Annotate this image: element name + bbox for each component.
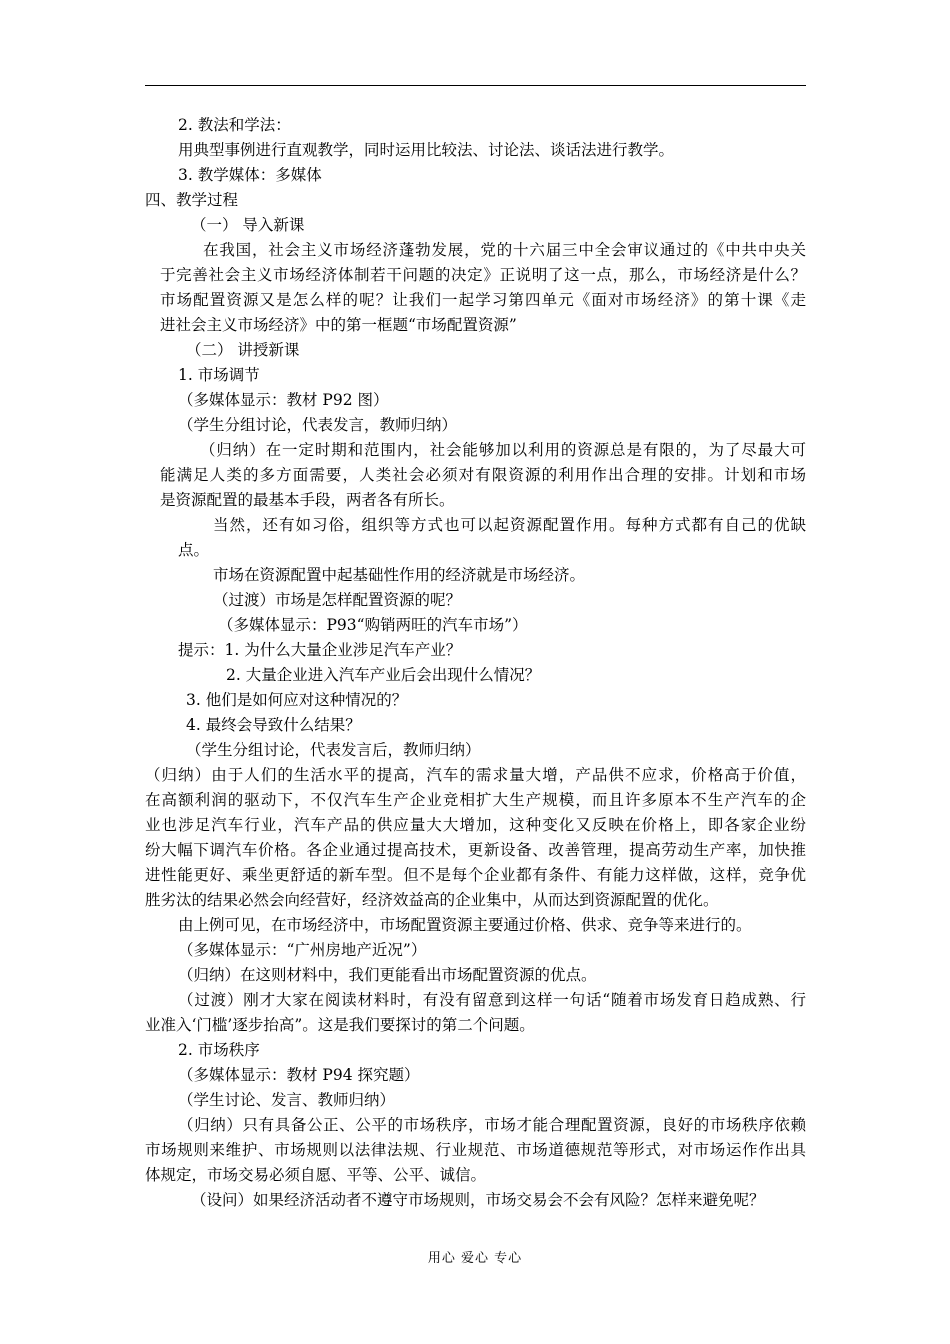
text-line: （过渡）刚才大家在阅读材料时，有没有留意到这样一句话“随着市场发育日趋成熟、行 [178, 991, 806, 1009]
text-line: 纷大幅下调汽车价格。各企业通过提高技术，更新设备、改善管理，提高劳动生产率，加快推 [145, 841, 806, 859]
text-line: （学生讨论、发言、教师归纳） [178, 1091, 396, 1109]
text-line: 在高额利润的驱动下，不仅汽车生产企业竞相扩大生产规模，而且许多原本不生产汽车的企 [145, 791, 806, 809]
text-line: 提示：1. 为什么大量企业涉足汽车产业？ [178, 641, 462, 659]
text-line: （多媒体显示：教材 P92 图） [178, 391, 389, 409]
text-line: 2. 市场秩序 [178, 1041, 260, 1059]
text-line: 4. 最终会导致什么结果？ [186, 716, 361, 734]
text-line: 进社会主义市场经济》中的第一框题“市场配置资源” [160, 316, 517, 334]
text-line: 当然，还有如习俗，组织等方式也可以起资源配置作用。每种方式都有自己的优缺 [213, 516, 806, 534]
text-line: 能满足人类的多方面需要，人类社会必须对有限资源的利用作出合理的安排。计划和市场 [160, 466, 806, 484]
text-line: 由上例可见，在市场经济中，市场配置资源主要通过价格、供求、竞争等来进行的。 [178, 916, 752, 934]
text-line: （多媒体显示：“广州房地产近况”） [178, 941, 427, 959]
text-line: 业也涉足汽车行业，汽车产品的供应量大大增加，这种变化又反映在价格上，即各家企业纷 [145, 816, 806, 834]
text-line: （二） 讲授新课 [186, 341, 300, 359]
header-rule [145, 85, 806, 86]
text-line: （多媒体显示：P93“购销两旺的汽车市场”） [218, 616, 528, 634]
text-line: 市场规则来维护、市场规则以法律法规、行业规范、市场道德规范等形式，对市场运作作出具 [145, 1141, 806, 1159]
text-line: 四、教学过程 [145, 191, 239, 209]
text-line: 3. 教学媒体：多媒体 [178, 166, 322, 184]
text-line: （一） 导入新课 [191, 216, 305, 234]
text-line: （归纳）在这则材料中，我们更能看出市场配置资源的优点。 [178, 966, 597, 984]
text-line: 于完善社会主义市场经济体制若干问题的决定》正说明了这一点，那么，市场经济是什么？ [160, 266, 806, 284]
text-line: 3. 他们是如何应对这种情况的？ [186, 691, 408, 709]
text-line: 胜劣汰的结果必然会向经营好，经济效益高的企业集中，从而达到资源配置的优化。 [145, 891, 719, 909]
text-line: （多媒体显示：教材 P94 探究题） [178, 1066, 420, 1084]
text-line: （设问）如果经济活动者不遵守市场规则，市场交易会不会有风险？怎样来避免呢？ [191, 1191, 765, 1209]
text-line: 在我国，社会主义市场经济蓬勃发展，党的十六届三中全会审议通过的《中共中央关 [203, 241, 806, 259]
text-line: （归纳）在一定时期和范围内，社会能够加以利用的资源总是有限的，为了尽最大可 [200, 441, 806, 459]
text-line: （学生分组讨论，代表发言后，教师归纳） [186, 741, 481, 759]
text-line: 市场配置资源又是怎么样的呢？让我们一起学习第四单元《面对市场经济》的第十课《走 [160, 291, 806, 309]
page-footer: 用心 爱心 专心 [427, 1251, 523, 1266]
text-line: 进性能更好、乘坐更舒适的新车型。但不是每个企业都有条件、有能力这样做，这样，竞争优 [145, 866, 806, 884]
text-line: （学生分组讨论，代表发言，教师归纳） [178, 416, 458, 434]
text-line: 体规定，市场交易必须自愿、平等、公平、诚信。 [145, 1166, 487, 1184]
text-line: 是资源配置的最基本手段，两者各有所长。 [160, 491, 455, 509]
text-line: 市场在资源配置中起基础性作用的经济就是市场经济。 [213, 566, 586, 584]
text-line: （过渡）市场是怎样配置资源的呢？ [213, 591, 462, 609]
text-line: 业准入‘门槛’逐步抬高”。这是我们要探讨的第二个问题。 [145, 1016, 535, 1034]
text-line: 1. 市场调节 [178, 366, 260, 384]
text-line: 用典型事例进行直观教学，同时运用比较法、讨论法、谈话法进行教学。 [178, 141, 675, 159]
text-line: 2. 教法和学法： [178, 116, 291, 134]
text-line: 2. 大量企业进入汽车产业后会出现什么情况？ [226, 666, 541, 684]
text-line: （归纳）由于人们的生活水平的提高，汽车的需求量大增，产品供不应求，价格高于价值， [145, 766, 806, 784]
text-line: （归纳）只有具备公正、公平的市场秩序，市场才能合理配置资源，良好的市场秩序依赖 [178, 1116, 806, 1134]
text-line: 点。 [178, 541, 210, 559]
